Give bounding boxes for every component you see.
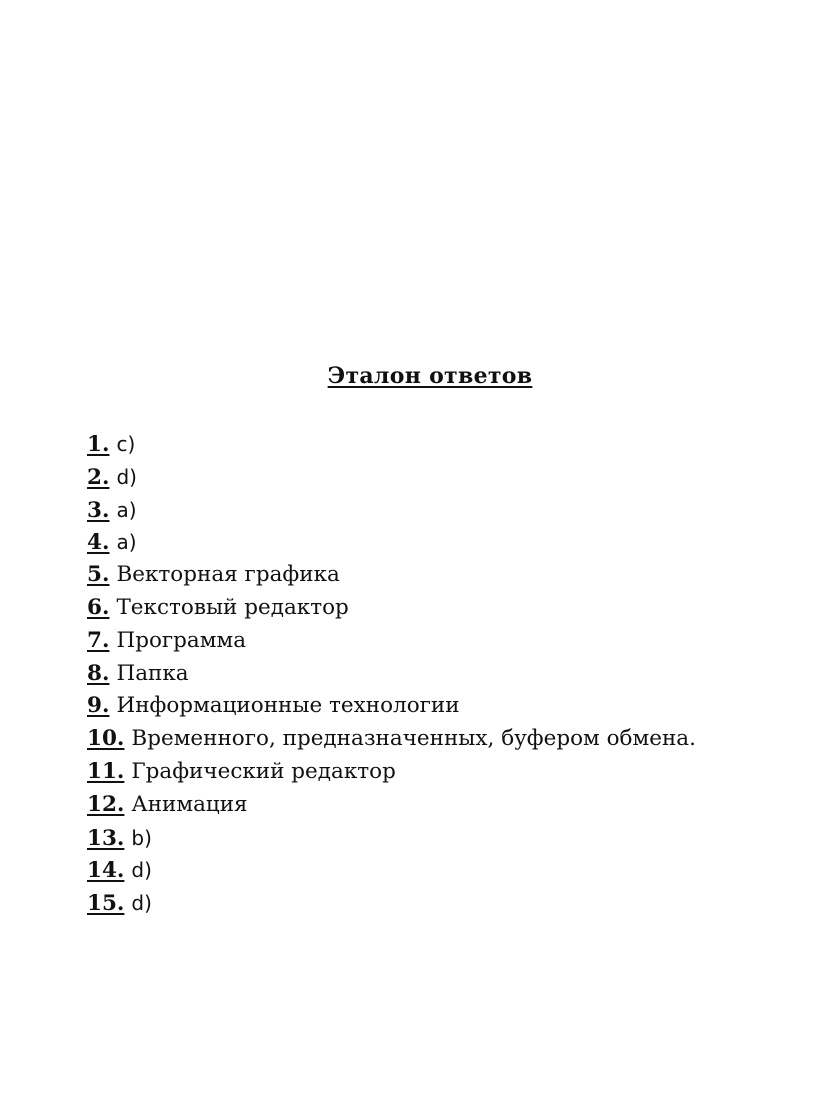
answer-text: d): [131, 858, 152, 883]
list-item: [87, 690, 696, 723]
answer-text: Текстовый редактор: [116, 594, 349, 620]
answer-number: 14.: [87, 858, 125, 884]
list-item: [87, 723, 696, 756]
answer-number: 9.: [87, 693, 110, 719]
answer-number: 13.: [87, 825, 125, 851]
answer-text: Временного, предназначенных, буфером обмена.: [131, 726, 696, 752]
list-item: [87, 559, 696, 592]
answer-text: d): [116, 464, 137, 489]
answer-text: Программа: [116, 627, 247, 653]
answer-list: [87, 428, 696, 920]
answer-text: Графический редактор: [131, 758, 396, 784]
list-item: [87, 461, 696, 494]
list-item: [87, 592, 696, 625]
answer-number: 8.: [87, 660, 110, 686]
answer-number: 5.: [87, 562, 110, 588]
list-item: [87, 887, 696, 920]
answer-text: Анимация: [131, 791, 248, 817]
answer-number: 4.: [87, 530, 110, 556]
answer-text: Векторная графика: [116, 562, 340, 588]
list-item: [87, 526, 696, 559]
page-title: Эталон ответов: [327, 363, 533, 389]
answer-number: 7.: [87, 627, 110, 653]
answer-number: 2.: [87, 464, 110, 490]
list-item: [87, 789, 696, 822]
answer-number: 11.: [87, 758, 125, 784]
list-item: [87, 428, 696, 461]
list-item: [87, 756, 696, 789]
answer-number: 1.: [87, 432, 110, 457]
answer-number: 15.: [87, 891, 125, 917]
answer-number: 6.: [87, 594, 110, 620]
answer-number: 12.: [87, 791, 125, 817]
list-item: [87, 854, 696, 887]
answer-text: a): [116, 497, 137, 522]
answer-text: Информационные технологии: [116, 693, 460, 719]
list-item: [87, 494, 696, 527]
answer-text: Папка: [116, 660, 189, 686]
list-item: [87, 658, 696, 691]
answer-number: 3.: [87, 497, 110, 523]
answer-text: b): [131, 825, 152, 850]
list-item: [87, 625, 696, 658]
answer-number: 10.: [87, 726, 125, 752]
answer-text: c): [116, 432, 136, 456]
list-item: [87, 822, 696, 855]
answer-text: a): [116, 530, 137, 555]
answer-text: d): [131, 891, 152, 916]
